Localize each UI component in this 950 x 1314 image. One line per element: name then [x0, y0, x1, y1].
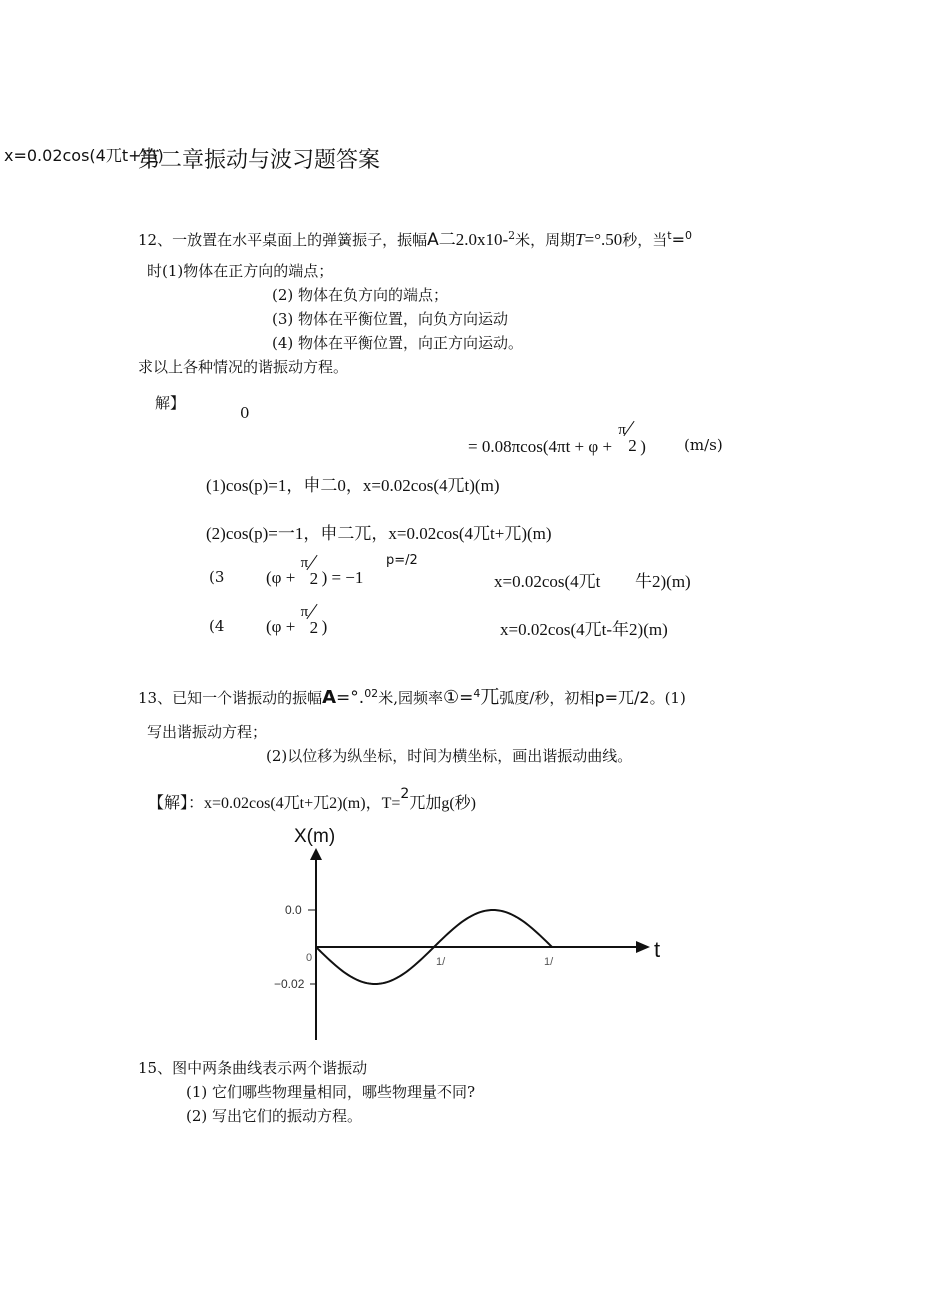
- x-axis-label: t: [654, 937, 661, 962]
- exponent: 4: [473, 687, 481, 700]
- y-axis-label: X(m): [294, 826, 336, 847]
- case-1-answer: (1)cos(p)=1，申二0，x=0.02cos(4兀t)(m): [206, 476, 500, 495]
- y-axis-arrow: [310, 848, 322, 860]
- fraction-numerator: π: [300, 555, 309, 571]
- q12-instruction: 求以上各种情况的谐振动方程。: [138, 358, 349, 376]
- case-3-answer-tail: 牛2)(m): [635, 572, 691, 591]
- x-tick-mid: 1/: [436, 956, 446, 968]
- case-2-answer: (2)cos(p)=一1，申二兀，x=0.02cos(4兀t+兀)(m): [206, 524, 552, 543]
- q13-line1: [138, 682, 686, 709]
- velocity-unit: (m/s): [684, 436, 723, 454]
- close-paren: ): [640, 437, 646, 456]
- amplitude-symbol: A: [322, 687, 337, 708]
- q12-text: 米，周期: [515, 231, 576, 249]
- page-title: 第二章振动与波习题答案: [138, 148, 381, 173]
- case-4-label: (4: [209, 617, 225, 635]
- oscillation-graph: [260, 820, 680, 1045]
- condition-rhs: ) = −1: [321, 568, 364, 587]
- q13-text: 米,园频率: [378, 689, 443, 707]
- amplitude-value: 2.0x10-: [455, 230, 509, 249]
- q12-case-2: (2) 物体在负方向的端点；: [272, 286, 449, 304]
- q13-task-2: (2)以位移为纵坐标，时间为横坐标，画出谐振动曲线。: [266, 747, 633, 765]
- exponent: 02: [364, 687, 379, 700]
- condition-expression: (φ +: [266, 617, 296, 636]
- exponent: 2: [400, 786, 410, 802]
- q12-case-3: (3) 物体在平衡位置，向负方向运动: [272, 310, 509, 328]
- period-symbol: T: [575, 230, 585, 249]
- amplitude-value: =°.: [336, 688, 365, 708]
- q13-text: 弧度/秒，初相: [499, 689, 595, 707]
- solution-text: 兀加g(秒): [409, 795, 476, 812]
- pi-symbol: 兀: [480, 686, 500, 708]
- q15-line2: (1) 它们哪些物理量相同，哪些物理量不同?: [186, 1083, 476, 1101]
- q12-line1: [138, 225, 692, 250]
- time-zero: 0: [685, 229, 693, 242]
- exponent: 2: [508, 229, 516, 242]
- x-axis-arrow: [636, 941, 650, 953]
- fraction-pi-over-2: [300, 604, 322, 637]
- case-3-condition: [266, 555, 364, 588]
- fraction-numerator: π: [300, 604, 309, 620]
- time-symbol: t: [667, 229, 672, 242]
- fraction-denominator: 2: [309, 618, 319, 637]
- q15-line1: 15、图中两条曲线表示两个谐振动: [138, 1059, 368, 1077]
- fraction-denominator: 2: [309, 569, 319, 588]
- case-3-answer-fragment: x=0.02cos(4兀t: [494, 572, 601, 591]
- equals-symbol: =: [671, 230, 686, 249]
- fraction-pi-over-2: [300, 555, 322, 588]
- solution-label: 解】: [155, 394, 186, 412]
- solution-zero: 0: [240, 404, 250, 422]
- q13-text: 。(1): [649, 689, 686, 707]
- x-tick-end: 1/: [544, 956, 554, 968]
- initial-phase: p=兀/2: [594, 688, 650, 707]
- q13-solution: [148, 786, 476, 813]
- amplitude-symbol: A: [427, 230, 439, 250]
- fraction-denominator: 2: [628, 436, 637, 455]
- overlapping-equation-fragment: x=0.02cos(4兀t+电): [4, 146, 164, 165]
- equals-symbol: 二: [438, 230, 456, 250]
- period-value: =°.50: [584, 230, 623, 249]
- x-tick-origin: 0: [306, 952, 313, 964]
- case-3-label: (3: [209, 568, 225, 586]
- q12-text: 秒，当: [622, 231, 668, 249]
- q15-line3: (2) 写出它们的振动方程。: [186, 1107, 363, 1125]
- velocity-expression: = 0.08πcos(4πt + φ +: [468, 437, 613, 456]
- q13-text: 13、已知一个谐振动的振幅: [138, 689, 323, 707]
- condition-rhs: ): [321, 617, 328, 636]
- omega-symbol: ①: [442, 687, 460, 708]
- y-tick-top: 0.0: [285, 903, 302, 917]
- q12-case-1: 时(1)物体在正方向的端点；: [147, 262, 334, 280]
- case-4-condition: [266, 604, 328, 637]
- case-3-phase: p=/2: [386, 553, 418, 568]
- condition-expression: (φ +: [266, 568, 296, 587]
- solution-text: 【解】：x=0.02cos(4兀t+兀2)(m)，T=: [148, 795, 401, 812]
- case-4-answer: x=0.02cos(4兀t-年2)(m): [500, 620, 668, 639]
- equals-symbol: =: [459, 688, 474, 708]
- velocity-equation: [468, 422, 646, 457]
- q13-task-1: 写出谐振动方程；: [147, 723, 268, 741]
- fraction-pi-over-2: [616, 422, 640, 455]
- fraction-numerator: π: [618, 422, 626, 438]
- q12-text: 12、一放置在水平桌面上的弹簧振子，振幅: [138, 231, 428, 249]
- y-tick-bottom: −0.02: [274, 977, 305, 991]
- q12-case-4: (4) 物体在平衡位置，向正方向运动。: [272, 334, 524, 352]
